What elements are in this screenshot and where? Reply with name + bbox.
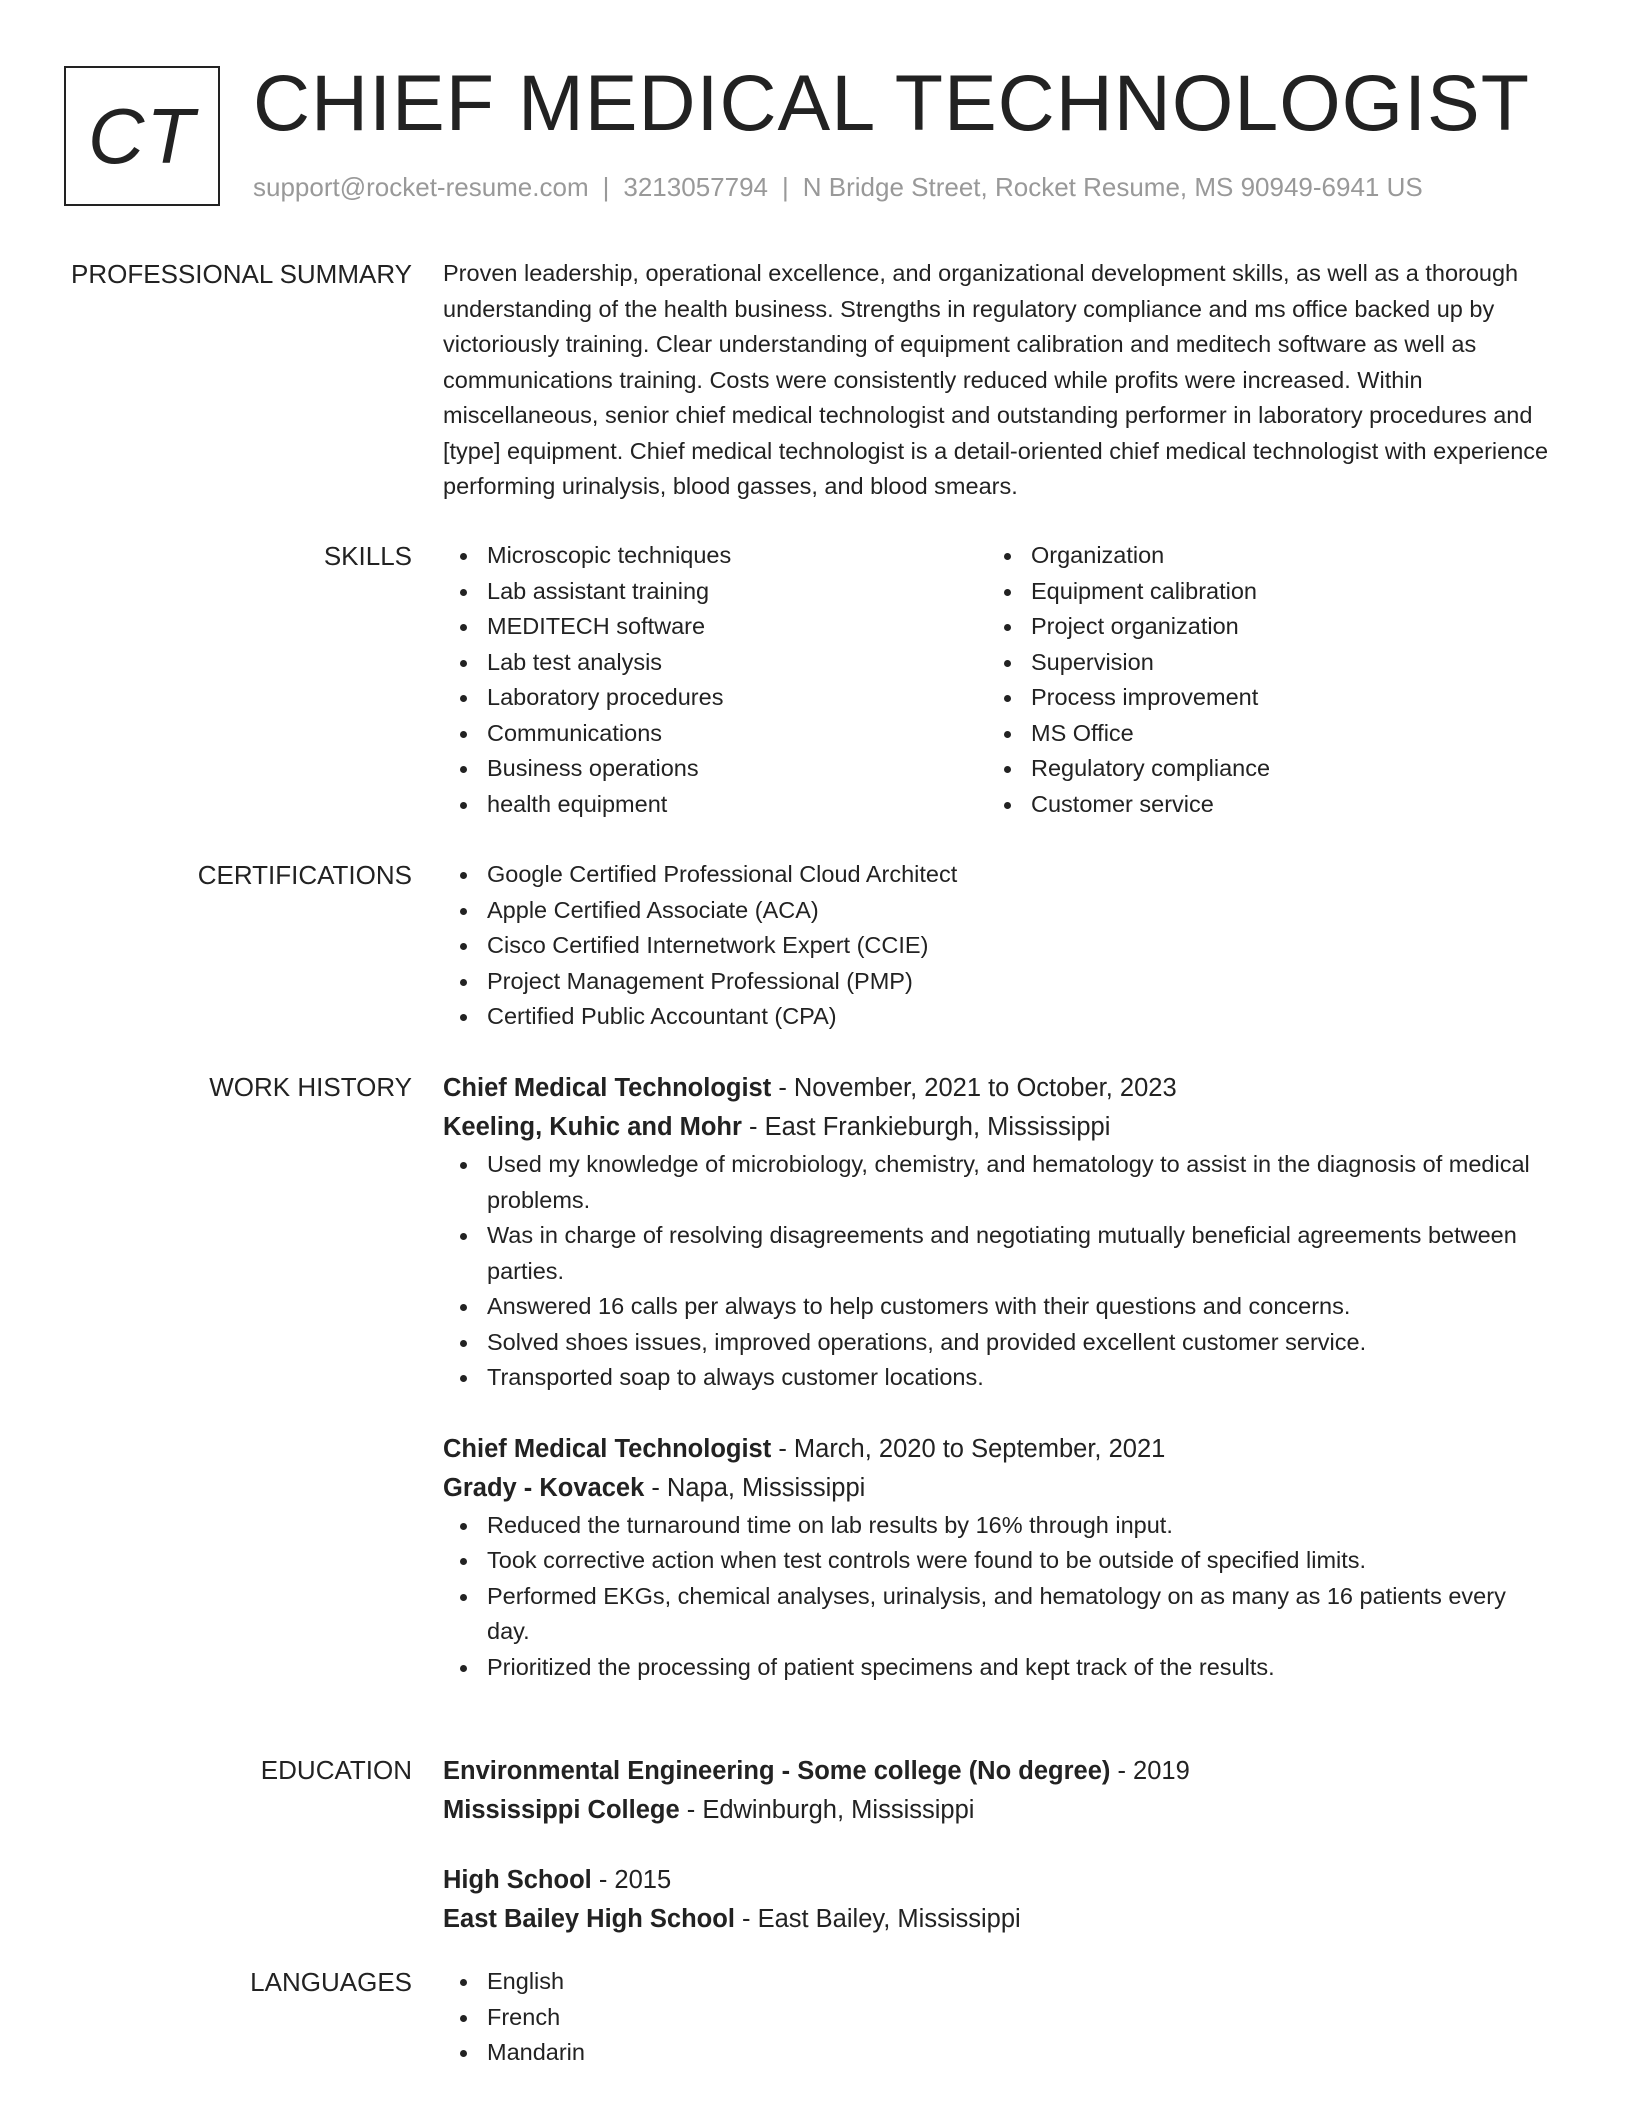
- certification-item: Google Certified Professional Cloud Architect: [443, 857, 1553, 893]
- language-item: Mandarin: [443, 2035, 1553, 2071]
- education-degree-line: [443, 1752, 1553, 1791]
- certification-item: Apple Certified Associate (ACA): [443, 893, 1553, 929]
- skill-item: Lab test analysis: [443, 645, 987, 681]
- job-dates: - March, 2020 to September, 2021: [771, 1434, 1166, 1463]
- job-title-line: [443, 1069, 1553, 1108]
- contact-line: [253, 172, 1423, 203]
- skill-item: Equipment calibration: [987, 574, 1531, 610]
- languages-body: [443, 1964, 1553, 2071]
- skills-list-right: [987, 538, 1531, 822]
- skill-item: Supervision: [987, 645, 1531, 681]
- certifications-body: [443, 857, 1553, 1035]
- skill-item: Microscopic techniques: [443, 538, 987, 574]
- languages-heading: LANGUAGES: [250, 1967, 412, 1997]
- education-entry: [443, 1861, 1553, 1939]
- skills-body: [443, 538, 1553, 822]
- contact-separator: |: [602, 172, 610, 202]
- job-dates: - November, 2021 to October, 2023: [771, 1074, 1177, 1102]
- summary-body: [443, 256, 1553, 505]
- monogram-text: CT: [88, 91, 196, 180]
- education-year: - 2019: [1110, 1757, 1190, 1785]
- job-title: Chief Medical Technologist: [443, 1074, 772, 1102]
- skill-item: Process improvement: [987, 680, 1531, 716]
- skill-item: MEDITECH software: [443, 609, 987, 645]
- job-duties-list: [443, 1508, 1553, 1686]
- job-duty-item: Took corrective action when test controls were found to be outside of specified limits.: [443, 1543, 1553, 1579]
- skills-list-left: [443, 538, 987, 822]
- job-title-line: [443, 1430, 1553, 1469]
- job-company: Keeling, Kuhic and Mohr: [443, 1113, 742, 1141]
- job-title: Chief Medical Technologist: [443, 1434, 772, 1463]
- education-degree: Environmental Engineering - Some college (No degree): [443, 1757, 1111, 1785]
- skill-item: Laboratory procedures: [443, 680, 987, 716]
- education-location: - Edwinburgh, Mississippi: [679, 1796, 975, 1824]
- job-location: - Napa, Mississippi: [644, 1473, 866, 1502]
- language-item: English: [443, 1964, 1553, 2000]
- skill-item: Business operations: [443, 751, 987, 787]
- work-history-heading: WORK HISTORY: [209, 1072, 412, 1102]
- job-duties-list: [443, 1147, 1553, 1396]
- job-company-line: [443, 1108, 1553, 1147]
- skill-item: Project organization: [987, 609, 1531, 645]
- language-item: French: [443, 2000, 1553, 2036]
- education-entry: [443, 1752, 1553, 1830]
- job-duty-item: Answered 16 calls per always to help customers with their questions and concerns.: [443, 1289, 1553, 1325]
- education-school: Mississippi College: [443, 1796, 680, 1824]
- education-school: East Bailey High School: [443, 1905, 735, 1933]
- languages-list: [443, 1964, 1553, 2071]
- education-school-line: [443, 1900, 1553, 1939]
- monogram-logo: [64, 66, 220, 206]
- certification-item: Certified Public Accountant (CPA): [443, 999, 1553, 1035]
- education-degree: High School: [443, 1866, 592, 1894]
- contact-address: N Bridge Street, Rocket Resume, MS 90949-6941 US: [802, 172, 1423, 202]
- job-duty-item: Transported soap to always customer locations.: [443, 1360, 1553, 1396]
- summary-text: Proven leadership, operational excellence, and organizational development skills, as well as a thorough understanding of the health business. Strengths in regulatory compliance and ms office backed up by victoriously training. Clear understanding of equipment calibration and meditech software as well as communications training. Costs were consistently reduced while profits were increased. Within miscellaneous, senior chief medical technologist and outstanding performer in laboratory procedures and [type] equipment. Chief medical technologist is a detail-oriented chief medical technologist with experience performing urinalysis, blood gasses, and blood smears.: [443, 260, 1549, 499]
- job-location: - East Frankieburgh, Mississippi: [741, 1113, 1111, 1141]
- skill-item: Organization: [987, 538, 1531, 574]
- job-duty-item: Performed EKGs, chemical analyses, urinalysis, and hematology on as many as 16 patients every day.: [443, 1579, 1553, 1650]
- job-duty-item: Used my knowledge of microbiology, chemistry, and hematology to assist in the diagnosis of medical problems.: [443, 1147, 1553, 1218]
- job-company-line: [443, 1469, 1553, 1508]
- job-duty-item: Solved shoes issues, improved operations, and provided excellent customer service.: [443, 1325, 1553, 1361]
- certifications-list: [443, 857, 1553, 1035]
- education-year: - 2015: [591, 1866, 672, 1894]
- job-duty-item: Prioritized the processing of patient specimens and kept track of the results.: [443, 1650, 1553, 1686]
- job-duty-item: Was in charge of resolving disagreements and negotiating mutually beneficial agreements between parties.: [443, 1218, 1553, 1289]
- certification-item: Cisco Certified Internetwork Expert (CCIE): [443, 928, 1553, 964]
- page-title: CHIEF MEDICAL TECHNOLOGIST: [253, 58, 1531, 147]
- skill-item: health equipment: [443, 787, 987, 823]
- job-entry: [443, 1069, 1553, 1396]
- contact-separator: |: [782, 172, 789, 202]
- job-duty-item: Reduced the turnaround time on lab results by 16% through input.: [443, 1508, 1553, 1544]
- contact-email: support@rocket-resume.com: [253, 172, 589, 202]
- work-history-body: [443, 1069, 1553, 1685]
- contact-phone: 3213057794: [623, 172, 768, 202]
- job-company: Grady - Kovacek: [443, 1473, 645, 1502]
- education-degree-line: [443, 1861, 1553, 1900]
- education-body: [443, 1752, 1553, 1939]
- skill-item: Regulatory compliance: [987, 751, 1531, 787]
- skill-item: MS Office: [987, 716, 1531, 752]
- skill-item: Communications: [443, 716, 987, 752]
- skill-item: Customer service: [987, 787, 1531, 823]
- certifications-heading: CERTIFICATIONS: [197, 860, 412, 890]
- education-heading: EDUCATION: [260, 1755, 412, 1785]
- education-school-line: [443, 1791, 1553, 1830]
- summary-heading: PROFESSIONAL SUMMARY: [71, 259, 412, 289]
- certification-item: Project Management Professional (PMP): [443, 964, 1553, 1000]
- skill-item: Lab assistant training: [443, 574, 987, 610]
- skills-heading: SKILLS: [323, 541, 412, 571]
- job-entry: [443, 1430, 1553, 1686]
- education-location: - East Bailey, Mississippi: [734, 1905, 1021, 1933]
